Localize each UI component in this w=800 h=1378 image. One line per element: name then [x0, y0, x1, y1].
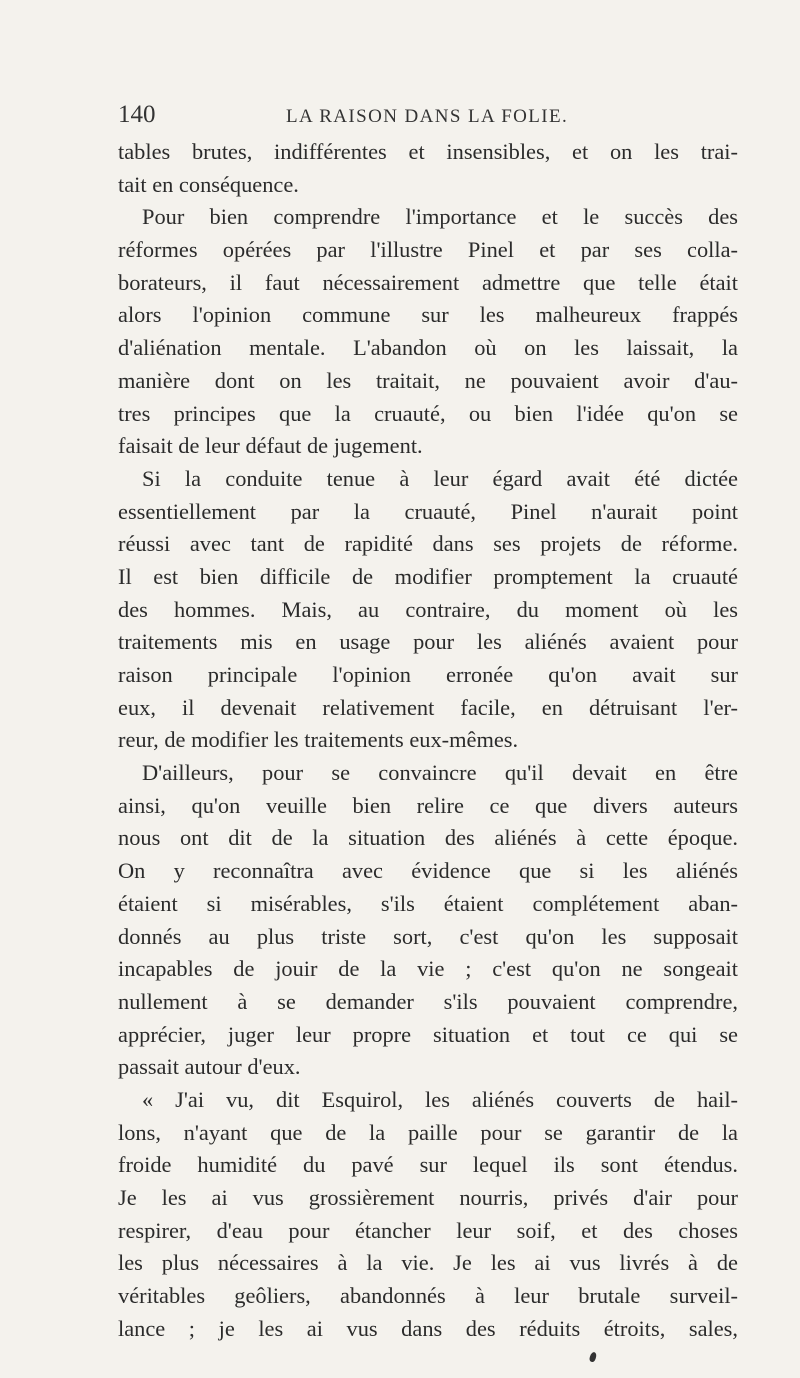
text-line: borateurs, il faut nécessairement admettre que telle était — [118, 269, 738, 295]
text-line: Je les ai vus grossièrement nourris, privés d'air pour — [118, 1185, 738, 1210]
text-line: raison principale l'opinion erronée qu'on avait sur — [118, 662, 738, 687]
text-line: D'ailleurs, pour se convaincre qu'il devait en être — [142, 760, 738, 786]
text-line: Il est bien difficile de modifier promptement la cruauté — [118, 563, 738, 589]
text-line: eux, il devenait relativement facile, en détruisant l'er- — [118, 694, 738, 720]
text-line: nous ont dit de la situation des aliénés à cette époque. — [118, 825, 738, 851]
text-line: On y reconnaîtra avec évidence que si les aliénés — [118, 858, 738, 884]
text-line: Pour bien comprendre l'importance et le succès des — [142, 204, 738, 230]
text-line: apprécier, juger leur propre situation et tout ce qui se — [118, 1021, 738, 1047]
text-line: Si la conduite tenue à leur égard avait été dictée — [142, 465, 738, 491]
text-line: respirer, d'eau pour étancher leur soif, et des choses — [118, 1217, 738, 1243]
text-line: réussi avec tant de rapidité dans ses projets de réforme. — [118, 531, 738, 557]
running-title: LA RAISON DANS LA FOLIE. — [286, 106, 569, 127]
text-line: incapables de jouir de la vie ; c'est qu'on ne songeait — [118, 956, 738, 982]
text-line: donnés au plus triste sort, c'est qu'on les supposait — [118, 923, 738, 949]
body-text — [118, 136, 738, 1345]
text-line: ainsi, qu'on veuille bien relire ce que divers auteurs — [118, 792, 738, 818]
text-line: d'aliénation mentale. L'abandon où on les laissait, la — [118, 335, 738, 361]
text-line: nullement à se demander s'ils pouvaient comprendre, — [118, 988, 738, 1014]
ink-spot — [589, 1351, 598, 1362]
running-head — [118, 98, 718, 132]
text-line: étaient si misérables, s'ils étaient complétement aban- — [118, 890, 738, 916]
text-line: les plus nécessaires à la vie. Je les ai vus livrés à de — [118, 1250, 738, 1276]
text-line: réformes opérées par l'illustre Pinel et par ses colla- — [118, 237, 738, 263]
text-line: tables brutes, indifférentes et insensibles, et on les trai- — [118, 139, 738, 164]
text-line: alors l'opinion commune sur les malheureux frappés — [118, 302, 738, 328]
text-line: lance ; je les ai vus dans des réduits étroits, sales, — [118, 1315, 738, 1341]
text-line: lons, n'ayant que de la paille pour se garantir de la — [118, 1119, 738, 1145]
text-line: faisait de leur défaut de jugement. — [118, 433, 423, 459]
text-line: froide humidité du pavé sur lequel ils sont étendus. — [118, 1152, 738, 1178]
text-line: passait autour d'eux. — [118, 1054, 301, 1080]
text-line: « J'ai vu, dit Esquirol, les aliénés couverts de hail- — [142, 1086, 738, 1112]
text-line: essentiellement par la cruauté, Pinel n'aurait point — [118, 498, 738, 524]
text-line: traitements mis en usage pour les aliénés avaient pour — [118, 629, 738, 655]
text-line: des hommes. Mais, au contraire, du moment où les — [118, 596, 738, 622]
text-line: tait en conséquence. — [118, 171, 299, 197]
text-line: véritables geôliers, abandonnés à leur brutale surveil- — [118, 1283, 738, 1309]
text-line: manière dont on les traitait, ne pouvaient avoir d'au- — [118, 367, 738, 393]
page-number: 140 — [118, 101, 156, 128]
text-line: reur, de modifier les traitements eux-mêmes. — [118, 727, 519, 753]
text-line: tres principes que la cruauté, ou bien l'idée qu'on se — [118, 400, 738, 426]
